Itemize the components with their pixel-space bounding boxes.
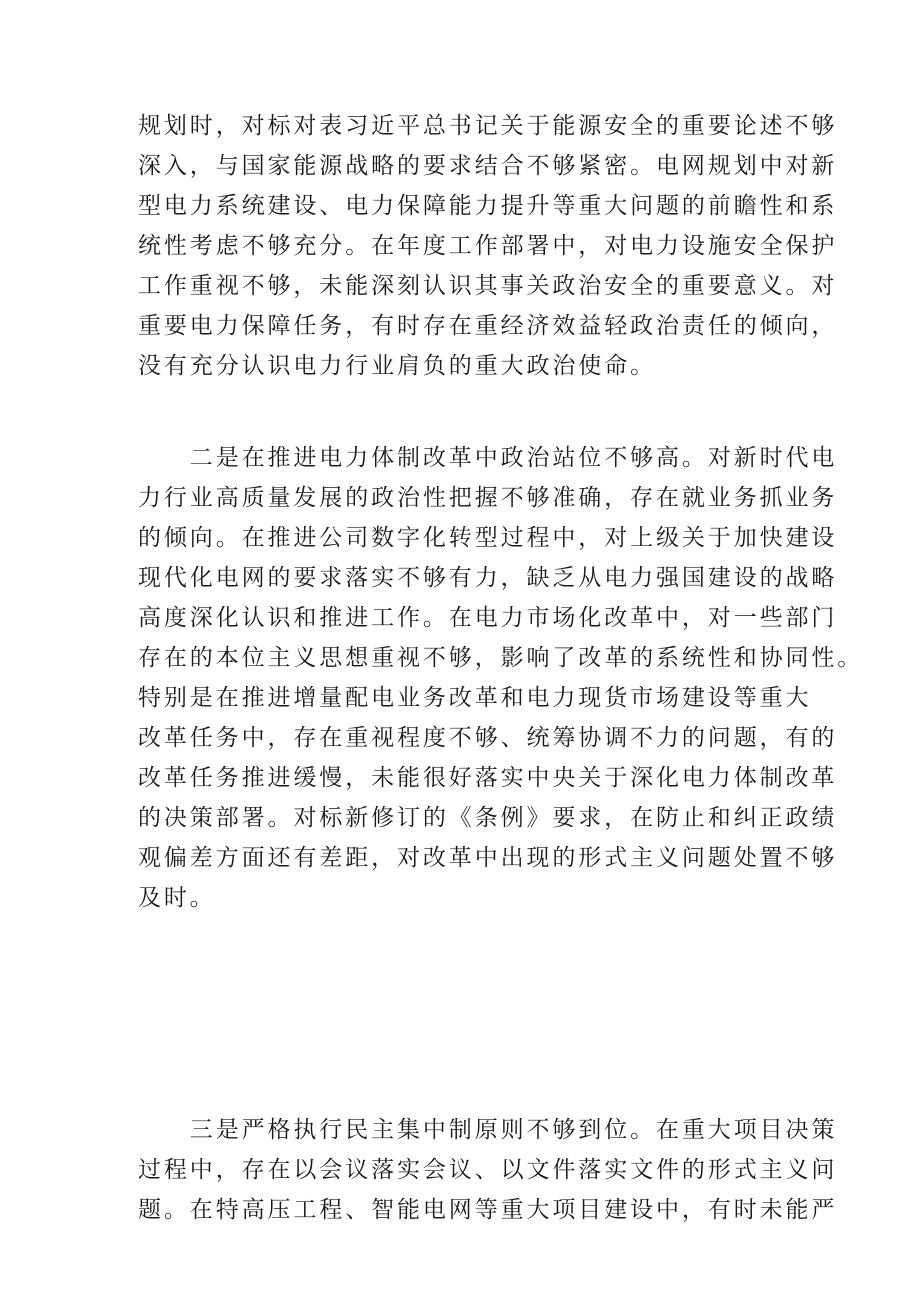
text-line: 改革任务中，存在重视程度不够、统筹协调不力的问题，有的 xyxy=(138,725,838,751)
text-line: 规划时，对标对表习近平总书记关于能源安全的重要论述不够 xyxy=(138,113,838,139)
paragraph-democratic-centralism xyxy=(138,1110,838,1230)
text-line: 存在的本位主义思想重视不够，影响了改革的系统性和协同性。 xyxy=(138,645,864,671)
paragraph-power-reform xyxy=(138,438,864,918)
text-line: 及时。 xyxy=(138,885,216,911)
paragraph-energy-security xyxy=(138,106,838,386)
text-line: 统性考虑不够充分。在年度工作部署中，对电力设施安全保护 xyxy=(138,233,838,259)
text-line: 二是在推进电力体制改革中政治站位不够高。对新时代电 xyxy=(138,445,838,471)
text-line: 题。在特高压工程、智能电网等重大项目建设中，有时未能严 xyxy=(138,1197,838,1223)
text-line: 型电力系统建设、电力保障能力提升等重大问题的前瞻性和系 xyxy=(138,193,838,219)
text-line: 重要电力保障任务，有时存在重经济效益轻政治责任的倾向， xyxy=(138,313,838,339)
text-line: 三是严格执行民主集中制原则不够到位。在重大项目决策 xyxy=(138,1117,838,1143)
text-line: 改革任务推进缓慢，未能很好落实中央关于深化电力体制改革 xyxy=(138,765,838,791)
text-line: 的决策部署。对标新修订的《条例》要求，在防止和纠正政绩 xyxy=(138,805,838,831)
text-line: 没有充分认识电力行业肩负的重大政治使命。 xyxy=(138,353,656,379)
text-line: 高度深化认识和推进工作。在电力市场化改革中，对一些部门 xyxy=(138,605,838,631)
text-line: 的倾向。在推进公司数字化转型过程中，对上级关于加快建设 xyxy=(138,525,838,551)
text-line: 过程中，存在以会议落实会议、以文件落实文件的形式主义问 xyxy=(138,1157,838,1183)
text-line: 力行业高质量发展的政治性把握不够准确，存在就业务抓业务 xyxy=(138,485,838,511)
text-line: 现代化电网的要求落实不够有力，缺乏从电力强国建设的战略 xyxy=(138,565,838,591)
text-line: 工作重视不够，未能深刻认识其事关政治安全的重要意义。对 xyxy=(138,273,838,299)
text-line: 特别是在推进增量配电业务改革和电力现货市场建设等重大 xyxy=(138,685,812,711)
text-line: 观偏差方面还有差距，对改革中出现的形式主义问题处置不够 xyxy=(138,845,838,871)
text-line: 深入，与国家能源战略的要求结合不够紧密。电网规划中对新 xyxy=(138,153,838,179)
